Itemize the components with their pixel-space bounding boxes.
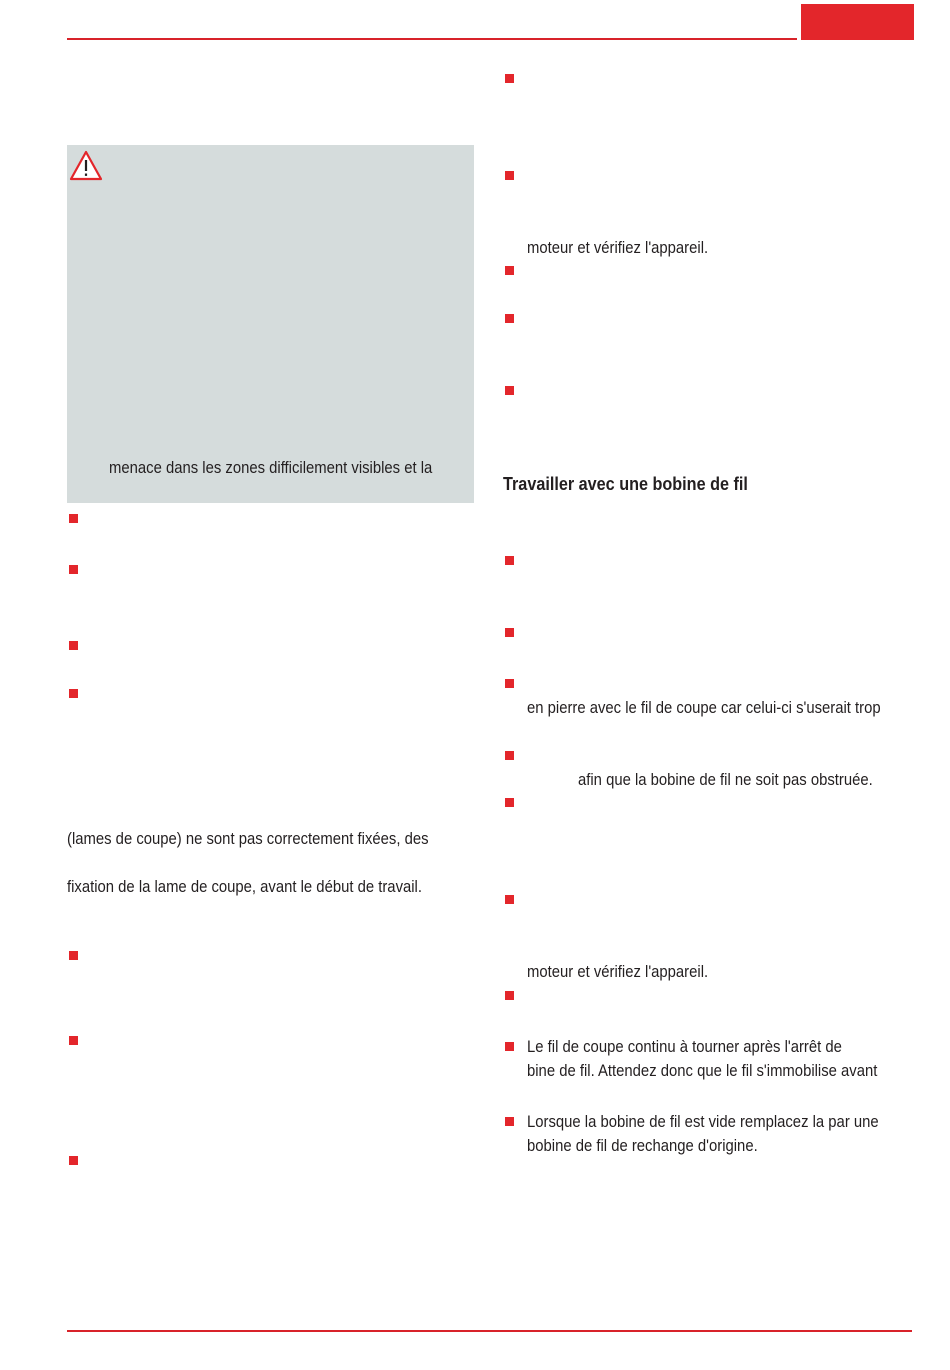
- bullet-icon: [505, 171, 514, 180]
- section-heading: Travailler avec une bobine de fil: [503, 474, 748, 494]
- bullet-icon: [69, 641, 78, 650]
- bullet-icon: [69, 951, 78, 960]
- bullet-icon: [505, 386, 514, 395]
- body-text-line: moteur et vérifiez l'appareil.: [527, 963, 709, 981]
- bullet-icon: [505, 1117, 514, 1126]
- body-text-line: bobine de fil de rechange d'origine.: [527, 1137, 758, 1155]
- body-text-line: (lames de coupe) ne sont pas correctement fixées, des: [67, 830, 429, 848]
- bullet-icon: [505, 798, 514, 807]
- bullet-icon: [69, 1036, 78, 1045]
- warning-triangle-icon: [69, 150, 103, 182]
- bullet-icon: [505, 628, 514, 637]
- warning-text-line: menace dans les zones difficilement visibles et la: [109, 459, 433, 477]
- section-tab: [801, 4, 914, 40]
- body-text-line: Lorsque la bobine de fil est vide remplacez la par une: [527, 1113, 879, 1131]
- header-rule: [67, 38, 797, 40]
- bullet-icon: [505, 751, 514, 760]
- bullet-icon: [69, 1156, 78, 1165]
- bullet-icon: [69, 565, 78, 574]
- body-text-line: bine de fil. Attendez donc que le fil s'immobilise avant: [527, 1062, 878, 1080]
- bullet-icon: [69, 689, 78, 698]
- bullet-icon: [505, 266, 514, 275]
- body-text-line: afin que la bobine de fil ne soit pas obstruée.: [578, 771, 873, 789]
- bullet-icon: [505, 314, 514, 323]
- footer-rule: [67, 1330, 912, 1332]
- body-text-line: Le fil de coupe continu à tourner après l'arrêt de: [527, 1038, 842, 1056]
- bullet-icon: [505, 1042, 514, 1051]
- bullet-icon: [69, 514, 78, 523]
- bullet-icon: [505, 679, 514, 688]
- bullet-icon: [505, 991, 514, 1000]
- bullet-icon: [505, 895, 514, 904]
- warning-box: [67, 145, 474, 503]
- body-text-line: fixation de la lame de coupe, avant le début de travail.: [67, 878, 422, 896]
- body-text-line: moteur et vérifiez l'appareil.: [527, 239, 709, 257]
- bullet-icon: [505, 556, 514, 565]
- bullet-icon: [505, 74, 514, 83]
- body-text-line: en pierre avec le fil de coupe car celui-ci s'userait trop: [527, 699, 881, 717]
